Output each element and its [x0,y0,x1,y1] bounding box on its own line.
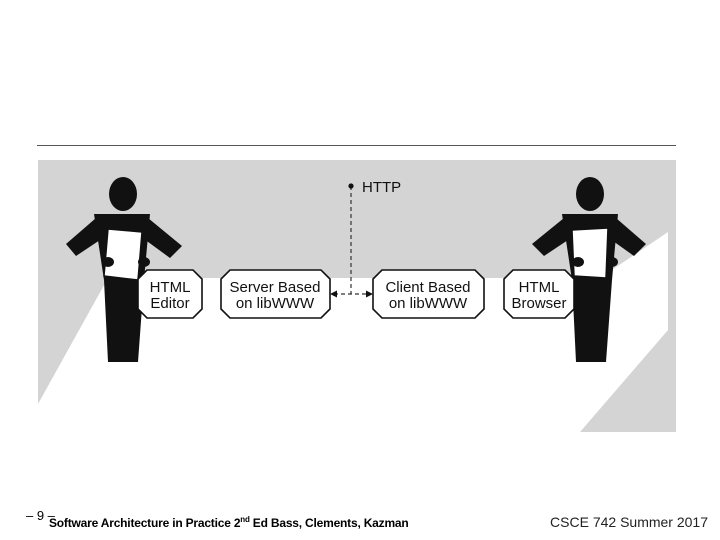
node-label-line1: HTML [149,279,191,296]
node-label-line1: Client Based [385,279,471,296]
book-citation [49,516,409,530]
node-label-line2: Browser [511,295,567,312]
course-label: CSCE 742 Summer 2017 [550,514,708,530]
document-icon [572,228,608,278]
citation-title: Software Architecture in Practice 2 [49,516,241,530]
node-client-libwww [373,270,484,318]
citation-superscript: nd [240,515,250,524]
node-label-line2: Editor [150,295,190,312]
node-label-line1: Server Based [229,279,321,296]
http-label: HTTP [362,179,402,196]
http-endpoint-dot [348,183,353,188]
node-html-browser [504,270,574,318]
node-html-editor [138,270,202,318]
citation-authors: Ed Bass, Clements, Kazman [249,516,409,530]
node-server-libwww [221,270,330,318]
node-label-line2: on libWWW [235,295,315,312]
document-icon [104,229,142,280]
page-number: – 9 – [26,508,55,523]
node-label-line2: on libWWW [388,295,468,312]
node-label-line1: HTML [518,279,560,296]
